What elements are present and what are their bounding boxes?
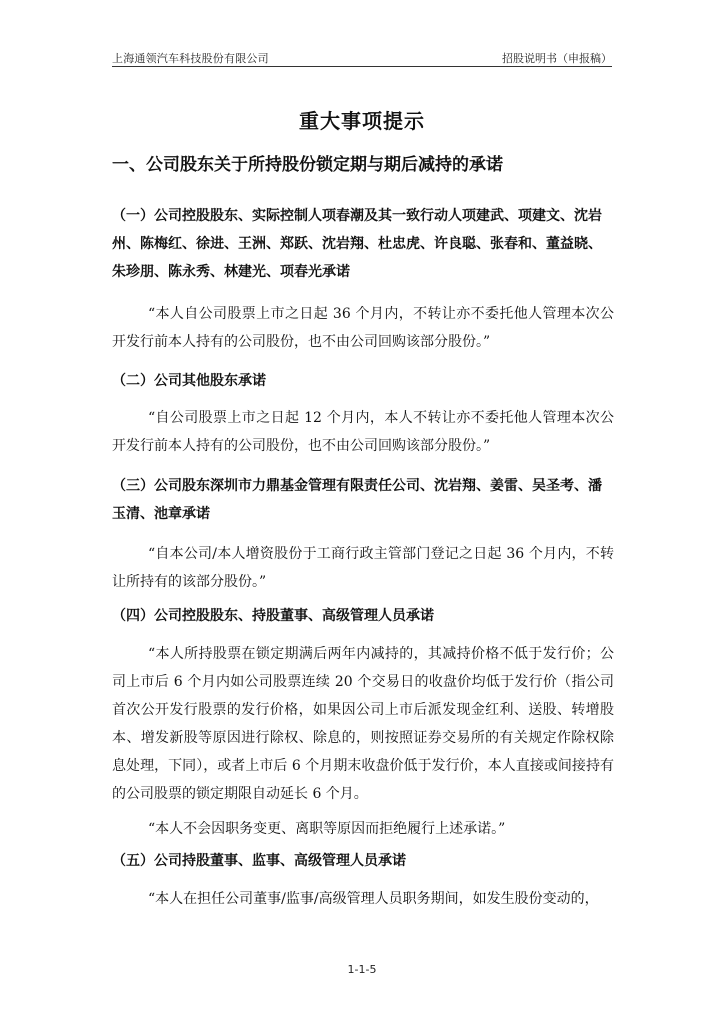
header-company-name: 上海通领汽车科技股份有限公司 [112, 52, 269, 65]
item-4-paragraph-2: “本人不会因职务变更、离职等原因而拒绝履行上述承诺。” [148, 821, 506, 837]
item-2-heading: （二）公司其他股东承诺 [112, 373, 266, 389]
header-document-type: 招股说明书（申报稿） [502, 52, 612, 65]
header-divider [112, 66, 612, 67]
item-3-heading: （三）公司股东深圳市力鼎基金管理有限责任公司、沈岩翔、姜雷、吴圣考、潘玉清、池章承诺 [112, 478, 602, 522]
page-header [112, 50, 612, 66]
section-heading: 一、公司股东关于所持股份锁定期与期后减持的承诺 [112, 155, 503, 175]
page-number: 1-1-5 [347, 963, 377, 976]
item-4-paragraph-1: “本人所持股票在锁定期满后两年内减持的，其减持价格不低于发行价；公司上市后 6 个月内如公司股票连续 20 个交易日的收盘价均低于发行价（指公司首次公开发行股票的发行价格，如果因公司上市后派发现金红利、送股、转增股本、增发新股等原因进行除权、除息的，则按照证券交易所的有关规定作除权除息处理，下同），或者上市后 6 个月期末收盘价低于发行价，本人直接或间接持有的公司股票的锁定期限自动延长 6 个月。 [112, 646, 614, 802]
item-2-paragraph: “自公司股票上市之日起 12 个月内，本人不转让亦不委托他人管理本次公开发行前本人持有的公司股份，也不由公司回购该部分股份。” [112, 410, 614, 454]
item-4-heading: （四）公司控股股东、持股董事、高级管理人员承诺 [112, 608, 434, 624]
item-1-heading: （一）公司控股股东、实际控制人项春潮及其一致行动人项建武、项建文、沈岩州、陈梅红、徐进、王洲、郑跃、沈岩翔、杜忠虎、许良聪、张春和、董益晓、朱珍朋、陈永秀、林建光、项春光承诺 [112, 208, 602, 280]
item-5-paragraph: “本人在担任公司董事/监事/高级管理人员职务期间，如发生股份变动的， [148, 891, 599, 907]
item-3-paragraph: “自本公司/本人增资股份于工商行政主管部门登记之日起 36 个月内，不转让所持有的该部分股份。” [112, 546, 614, 590]
item-5-heading: （五）公司持股董事、监事、高级管理人员承诺 [112, 853, 406, 869]
page-title: 重大事项提示 [299, 109, 425, 133]
item-1-paragraph: “本人自公司股票上市之日起 36 个月内，不转让亦不委托他人管理本次公开发行前本人持有的公司股份，也不由公司回购该部分股份。” [112, 306, 614, 350]
